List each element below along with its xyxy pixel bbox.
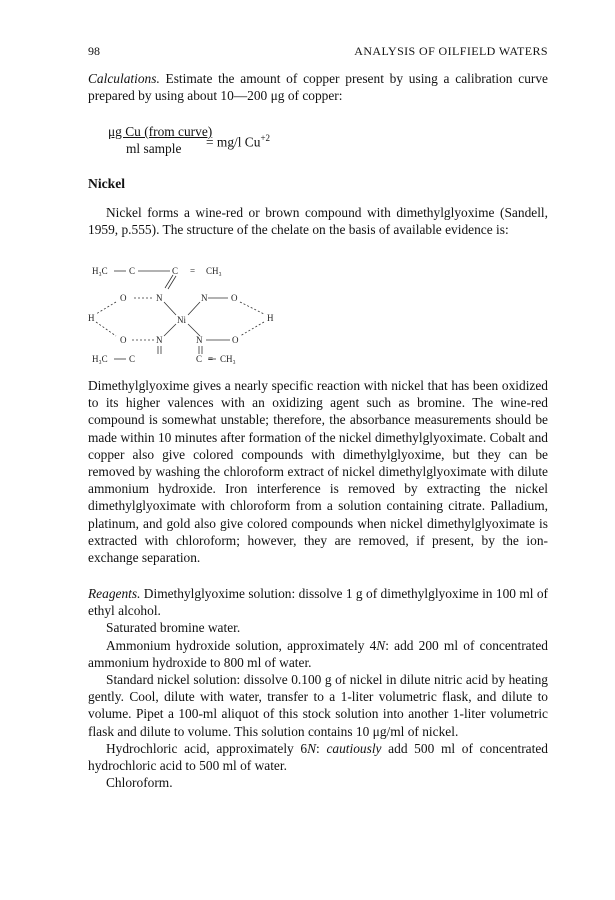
struct-o-upper-left: O <box>120 293 127 303</box>
calculations-label: Calculations. <box>88 71 160 86</box>
reagent-hcl-n: N <box>307 740 317 756</box>
reagent-hcl <box>88 740 548 774</box>
running-title: ANALYSIS OF OILFIELD WATERS <box>354 44 548 58</box>
struct-top-right: CH₃ <box>206 266 222 276</box>
struct-bot-left: H₃C <box>92 354 108 364</box>
formula-numerator: μg Cu (from curve) <box>108 124 213 139</box>
struct-h-left: H <box>88 313 95 323</box>
formula-result <box>206 133 270 150</box>
struct-n-lower-left: N <box>156 335 163 345</box>
struct-bot-eq: = <box>208 354 214 364</box>
struct-n-lower-right: N <box>196 335 203 345</box>
struct-top-left: H₃C <box>92 266 108 276</box>
reagent-bromine: Saturated bromine water. <box>106 620 241 636</box>
reagent-ammonium <box>88 637 548 671</box>
reagent-dmg <box>88 585 548 619</box>
reagent-hcl-caution: cautiously <box>326 740 382 756</box>
formula-result-text: = mg/l Cu <box>206 134 261 150</box>
struct-n-upper-left: N <box>156 293 163 303</box>
formula-denominator: ml sample <box>126 141 182 156</box>
struct-h-right: H <box>267 313 274 323</box>
struct-o-lower-right: O <box>232 335 239 345</box>
formula-superscript: +2 <box>260 133 271 143</box>
reagent-ammonium-a: Ammonium hydroxide solution, approximately 4 <box>106 637 377 653</box>
struct-bot-right: CH₃ <box>220 354 236 364</box>
struct-top-c1: C <box>129 266 136 276</box>
reagents-label: Reagents. <box>88 586 141 601</box>
nickel-dimethylglyoxime-structure <box>80 258 310 370</box>
calculations-paragraph <box>88 70 548 104</box>
struct-top-c2: C <box>172 266 179 276</box>
struct-o-upper-right: O <box>231 293 238 303</box>
reagent-hcl-a: Hydrochloric acid, approximately 6 <box>106 740 308 756</box>
calculations-text: Estimate the amount of copper present by using a calibration curve prepared by using about 10—200 μg of copper: <box>88 71 548 104</box>
nickel-intro-paragraph: Nickel forms a wine-red or brown compound with dimethylglyoxime (Sandell, 1959, p.555). The structure of the chelate on the basis of available evidence is: <box>88 205 548 238</box>
reagent-ammonium-n: N <box>376 637 386 653</box>
section-heading-nickel: Nickel <box>88 176 125 191</box>
struct-o-lower-left: O <box>120 335 127 345</box>
struct-ni: Ni <box>177 315 186 325</box>
nickel-body-paragraph: Dimethylglyoxime gives a nearly specific reaction with nickel that has been oxidized to its higher valences with an oxidizing agent such as bromine. The wine-red compound is somewhat unstable; therefore, the absorbance measurements should be made within 10 minutes after formation of the nickel dimethylglyoximate. Cobalt and copper also give colored compounds with dimethylglyoxime, but they can be removed by washing the chloroform extract of nickel dimethylglyoximate with dilute ammonium hydroxide. Iron interference is removed by extracting the nickel dimethylglyoximate with chloroform from a solution containing citrate. Palladium, platinum, and gold also give colored compounds when nickel dimethylglyoximate is extracted with chloroform; however, they are removed, if present, by the ion-exchange separation. <box>88 378 548 566</box>
reagents-block <box>88 585 548 791</box>
struct-bot-c1: C <box>129 354 136 364</box>
reagent-ammonium-b: : add 200 ml of concentrated ammonium hydroxide to 800 ml of water. <box>88 637 548 670</box>
reagent-chloroform: Chloroform. <box>106 775 173 791</box>
reagent-standard-nickel: Standard nickel solution: dissolve 0.100 g of nickel in dilute nitric acid by heating gently. Cool, dilute with water, transfer to a 1-liter volumetric flask, and dilute to volume. Pipet a 100-ml aliquot of this stock solution into another 1-liter volumetric flask and dilute to volume. This solution contains 10 μg/ml of nickel. <box>88 672 548 739</box>
struct-top-eq: = <box>190 266 196 276</box>
page-number: 98 <box>88 44 100 58</box>
struct-n-upper-right: N <box>201 293 208 303</box>
reagent-dmg-text: Dimethylglyoxime solution: dissolve 1 g of dimethylglyoxime in 100 ml of ethyl alcohol. <box>88 586 548 619</box>
reagent-hcl-b: : <box>316 740 327 756</box>
struct-bot-c2: C <box>196 354 203 364</box>
reagent-hcl-c: add 500 ml of concentrated hydrochloric acid to 500 ml of water. <box>88 740 548 774</box>
